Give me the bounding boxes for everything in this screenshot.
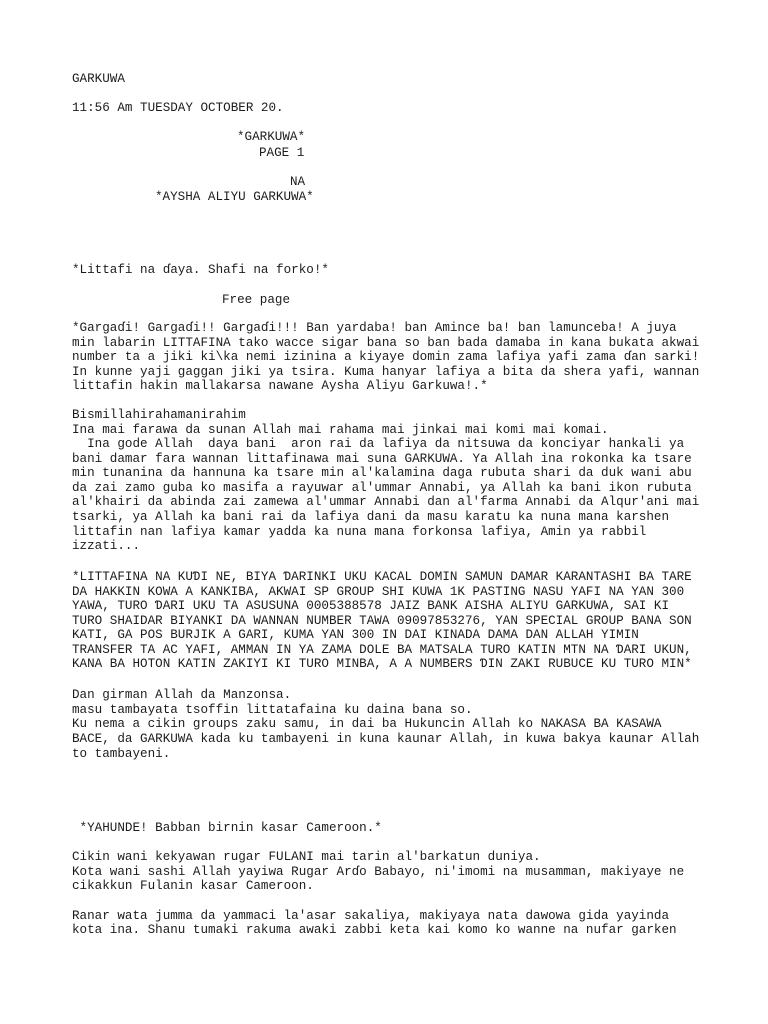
- prayer-line: littafin nan lafiya kamar yadda ka nuna mana forkonsa lafiya, Amin ya rabbil: [72, 525, 647, 539]
- free-page-label: Free page: [222, 293, 291, 307]
- prayer-line: Bismillahirahamanirahim: [72, 408, 246, 422]
- story-line: cikakkun Fulanin kasar Cameroon.: [72, 879, 314, 893]
- story-line: Cikin wani kekyawan rugar FULANI mai tarin al'barkatun duniya.: [72, 850, 541, 864]
- prayer-line: al'khairi da abinda zai zamewa al'ummar Annabi dan al'farma Annabi da Alqur'ani mai: [72, 495, 700, 509]
- closing-line: Dan girman Allah da Manzonsa.: [72, 688, 292, 702]
- document-title: GARKUWA: [72, 72, 125, 86]
- warning-line: min labarin LITTAFINA tako wacce sigar bana so ban bada damaba in kana bukata akwai: [72, 336, 700, 350]
- closing-line: masu tambayata tsoffin littatafaina ku daina bana so.: [72, 703, 473, 717]
- warning-line: *Gargaɗi! Gargaɗi!! Gargaɗi!!! Ban yardaba! ban Amince ba! ban lamunceba! A juya: [72, 321, 677, 335]
- story-line: Kota wani sashi Allah yayiwa Rugar Arɗo Babayo, ni'imomi na musamman, makiyaye ne: [72, 865, 685, 879]
- closing-line: BACE, da GARKUWA kada ku tambayeni in kuna kaunar Allah, in kuwa bakya kaunar Allah: [72, 732, 700, 746]
- warning-line: In kunne yaji gaggan jiki ya tsira. Kuma hanyar lafiya a bita da shera yafi, wannan: [72, 365, 700, 379]
- prayer-line: izzati...: [72, 539, 141, 553]
- payment-line: KANA BA HOTON KATIN ZAKIYI KI TURO MINBA, A A NUMBERS ƊIN ZAKI RUBUCE KU TURO MIN*: [72, 657, 692, 671]
- prayer-line: Ina gode Allah daya bani aron rai da lafiya da nitsuwa da konciyar hankali ya: [72, 437, 685, 451]
- warning-line: number ta a jiki ki\ka nemi izinina a kiyaye domin zama lafiya yafi zama ɗan sarki!: [72, 350, 700, 364]
- timestamp: 11:56 Am TUESDAY OCTOBER 20.: [72, 101, 284, 115]
- payment-line: DA HAKKIN KOWA A KANKIBA, AKWAI SP GROUP SHI KUWA 1K PASTING NASU YAFI NA YAN 300: [72, 585, 685, 599]
- payment-line: TURO SHAIDAR BIYANKI DA WANNAN NUMBER TAWA 09097853276, YAN SPECIAL GROUP BANA SON: [72, 614, 692, 628]
- story-line: Ranar wata jumma da yammaci la'asar sakaliya, makiyaya nata dawowa gida yayinda: [72, 909, 670, 923]
- prayer-line: da zai zamo guba ko masifa a rayuwar al'ummar Annabi, ya Allah ka bani ikon rubuta: [72, 481, 692, 495]
- author-name: *AYSHA ALIYU GARKUWA*: [155, 190, 314, 204]
- prayer-line: Ina mai farawa da sunan Allah mai rahama mai jinkai mai komi mai komai.: [72, 423, 609, 437]
- tagline: *Littafi na ɗaya. Shafi na forko!*: [72, 263, 329, 277]
- story-line: kota ina. Shanu tumaki rakuma awaki zabbi keta kai komo ko wanne na nufar garken: [72, 923, 677, 937]
- by-line: NA: [290, 175, 306, 189]
- book-title: *GARKUWA*: [237, 130, 306, 144]
- payment-line: TRANSFER TA AC YAFI, AMMAN IN YA ZAMA DOLE BA MATSALA TURO KATIN MTN NA ƊARI UKUN,: [72, 643, 692, 657]
- warning-line: littafin hakin mallakarsa nawane Aysha Aliyu Garkuwa!.*: [72, 379, 488, 393]
- prayer-line: min tunanina da hannuna ka tsare min al'kalamina daga rubuta shari da duk wani abu: [72, 466, 692, 480]
- section-heading: *YAHUNDE! Babban birnin kasar Cameroon.*: [72, 821, 382, 835]
- prayer-line: bani damar fara wannan littafinawa mai suna GARKUWA. Ya Allah ina rokonka ka tsare: [72, 452, 692, 466]
- payment-line: *LITTAFINA NA KUƊI NE, BIYA ƊARINKI UKU KACAL DOMIN SAMUN DAMAR KARANTASHI BA TARE: [72, 570, 692, 584]
- payment-line: YAWA, TURO ƊARI UKU TA ASUSUNA 0005388578 JAIZ BANK AISHA ALIYU GARKUWA, SAI KI: [72, 599, 670, 613]
- prayer-line: tsarki, ya Allah ka bani rai da lafiya dani da masu karatu ka nuna mana karshen: [72, 510, 670, 524]
- page-label: PAGE 1: [259, 146, 305, 160]
- closing-line: to tambayeni.: [72, 747, 171, 761]
- closing-line: Ku nema a cikin groups zaku samu, in dai ba Hukuncin Allah ko NAKASA BA KASAWA: [72, 717, 662, 731]
- payment-line: KATI, GA POS BURJIK A GARI, KUMA YAN 300 IN DAI KINADA DAMA DAN ALLAH YIMIN: [72, 628, 639, 642]
